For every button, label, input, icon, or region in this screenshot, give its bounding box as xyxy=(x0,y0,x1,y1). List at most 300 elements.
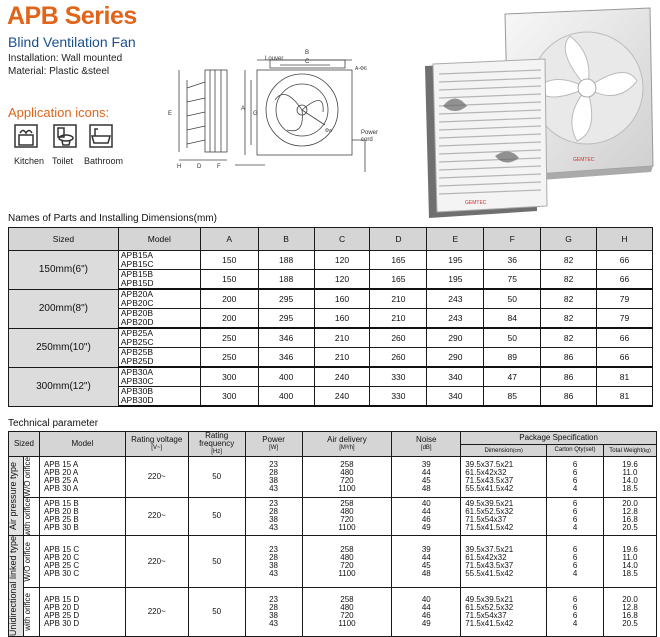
power-value: 43 xyxy=(269,523,279,533)
air-value: 720 xyxy=(340,560,354,570)
noise-value: 48 xyxy=(421,483,431,493)
th-dimension-unit: (cm) xyxy=(512,447,523,454)
qty-value: 6 xyxy=(572,611,578,621)
value-cell: 50 xyxy=(484,289,541,309)
model-name: APB20C xyxy=(120,298,154,308)
application-icons-title: Application icons: xyxy=(8,105,110,120)
th-weight-text: Total Weight xyxy=(609,447,643,454)
size-cell: 150mm(6") xyxy=(9,251,119,290)
subtype-label: W/O orifice xyxy=(22,457,32,497)
power-value: 43 xyxy=(269,619,279,629)
value-cell: 85 xyxy=(484,387,541,407)
weight-value: 20.5 xyxy=(622,523,638,533)
value-cell: 210 xyxy=(314,348,370,368)
air-value: 258 xyxy=(340,499,354,509)
value-cell: 346 xyxy=(258,328,314,348)
voltage-cell: 220~ xyxy=(125,457,188,498)
technical-drawing xyxy=(165,40,390,190)
value-cell: 243 xyxy=(427,309,484,329)
models-cell xyxy=(39,588,125,637)
value-cell: 86 xyxy=(541,348,597,368)
noise-cell xyxy=(392,588,461,637)
kitchen-label: Kitchen xyxy=(14,156,45,166)
model-name: APB15C xyxy=(120,259,154,269)
table-row xyxy=(9,588,657,637)
models-value: APB 20 A xyxy=(43,467,79,477)
weight-cell xyxy=(604,457,657,498)
th-dimension xyxy=(461,444,547,457)
dimensions-table xyxy=(8,227,653,407)
air-value: 258 xyxy=(340,595,354,605)
value-cell: 89 xyxy=(484,348,541,368)
value-cell: 400 xyxy=(258,367,314,387)
value-cell: 82 xyxy=(541,251,597,270)
model-name: APB25A xyxy=(120,328,154,338)
freq-cell: 50 xyxy=(188,588,245,637)
type-cell xyxy=(9,457,24,536)
th-noise-unit: [dB] xyxy=(420,445,432,451)
value-cell: 120 xyxy=(314,270,370,290)
power-value: 28 xyxy=(269,603,279,613)
kitchen-icon xyxy=(14,124,38,148)
qty-value: 4 xyxy=(572,568,578,578)
noise-value: 48 xyxy=(421,568,431,578)
value-cell: 160 xyxy=(314,309,370,329)
t1-header-1: Model xyxy=(118,228,200,251)
th-frequency-unit: [Hz] xyxy=(211,449,222,455)
dims-value: 71.5x41.5x42 xyxy=(465,523,514,533)
model-name: APB20B xyxy=(120,308,154,318)
dims-cell xyxy=(461,497,547,536)
noise-value: 49 xyxy=(421,523,431,533)
dims-cell xyxy=(461,457,547,498)
dims-value: 71.5x54x37 xyxy=(465,611,507,621)
value-cell: 400 xyxy=(258,387,314,407)
power-value: 43 xyxy=(269,568,279,578)
product-subtitle: Blind Ventilation Fan xyxy=(8,34,136,50)
power-value: 28 xyxy=(269,552,279,562)
power-cell xyxy=(245,457,302,498)
power-value: 38 xyxy=(269,515,279,525)
th-voltage xyxy=(125,432,188,457)
noise-cell xyxy=(392,457,461,498)
qty-value: 6 xyxy=(572,459,578,469)
dim-c: C xyxy=(305,59,310,65)
power-value: 28 xyxy=(269,507,279,517)
weight-value: 11.0 xyxy=(622,552,638,562)
noise-value: 40 xyxy=(421,499,431,509)
air-value: 720 xyxy=(340,515,354,525)
value-cell: 120 xyxy=(314,251,370,270)
value-cell: 340 xyxy=(427,367,484,387)
dims-value: 55.5x41.5x42 xyxy=(465,483,514,493)
table-row xyxy=(9,497,657,536)
models-value: APB 25 A xyxy=(43,475,79,485)
dim-a: A xyxy=(241,106,246,112)
model-name: APB30C xyxy=(120,376,154,386)
weight-value: 19.6 xyxy=(622,544,638,554)
models-cell xyxy=(39,497,125,536)
table-row xyxy=(9,457,657,498)
air-value: 1100 xyxy=(338,483,356,493)
t1-header-0: Sized xyxy=(9,228,119,251)
model-name: APB25B xyxy=(120,347,154,357)
value-cell: 210 xyxy=(370,289,427,309)
brand-logo-back: GEMTEC xyxy=(573,157,595,163)
model-cell xyxy=(118,309,200,329)
models-value: APB 30 D xyxy=(43,619,80,629)
value-cell: 300 xyxy=(200,367,258,387)
value-cell: 340 xyxy=(427,387,484,407)
value-cell: 150 xyxy=(200,251,258,270)
model-cell xyxy=(118,270,200,290)
power-value: 38 xyxy=(269,611,279,621)
power-value: 28 xyxy=(269,467,279,477)
value-cell: 66 xyxy=(597,251,653,270)
subtype-label: W/O orifice xyxy=(22,541,32,582)
air-value: 1100 xyxy=(338,568,356,578)
weight-value: 12.8 xyxy=(622,603,638,613)
model-cell xyxy=(118,289,200,309)
model-cell xyxy=(118,387,200,407)
weight-value: 20.5 xyxy=(622,619,638,629)
table2-caption: Technical parameter xyxy=(8,418,99,429)
dim-e: E xyxy=(168,111,173,117)
noise-value: 49 xyxy=(421,619,431,629)
power-cell xyxy=(245,536,302,588)
noise-value: 44 xyxy=(421,467,431,477)
qty-value: 6 xyxy=(572,467,578,477)
louver-label: Louver xyxy=(265,56,284,62)
dims-value: 61.5x52.5x32 xyxy=(465,603,514,613)
models-cell xyxy=(39,536,125,588)
air-value: 1100 xyxy=(338,619,356,629)
t1-header-3: B xyxy=(258,228,314,251)
value-cell: 260 xyxy=(370,328,427,348)
air-value: 720 xyxy=(340,611,354,621)
value-cell: 36 xyxy=(484,251,541,270)
model-cell xyxy=(118,348,200,368)
th-frequency-text: Rating frequency xyxy=(199,431,235,448)
qty-value: 6 xyxy=(572,507,578,517)
noise-value: 44 xyxy=(421,603,431,613)
models-cell xyxy=(39,457,125,498)
th-air-unit: [M³/h] xyxy=(339,445,355,451)
weight-value: 12.8 xyxy=(622,507,638,517)
t1-header-7: F xyxy=(484,228,541,251)
dim-d: D xyxy=(197,164,202,170)
air-cell xyxy=(302,588,392,637)
air-value: 1100 xyxy=(338,523,356,533)
value-cell: 165 xyxy=(370,270,427,290)
value-cell: 346 xyxy=(258,348,314,368)
subtype-cell xyxy=(23,536,39,588)
weight-value: 20.0 xyxy=(622,499,638,509)
weight-cell xyxy=(604,536,657,588)
air-cell xyxy=(302,457,392,498)
freq-cell: 50 xyxy=(188,536,245,588)
qty-value: 6 xyxy=(572,544,578,554)
model-name: APB20A xyxy=(120,289,154,299)
models-value: APB 25 C xyxy=(43,560,80,570)
size-cell: 250mm(10") xyxy=(9,328,119,367)
qty-value: 6 xyxy=(572,603,578,613)
model-name: APB25D xyxy=(120,356,154,366)
power-value: 38 xyxy=(269,560,279,570)
th-sized: Sized xyxy=(9,432,40,457)
dims-value: 61.5x42x32 xyxy=(465,467,507,477)
qty-value: 6 xyxy=(572,499,578,509)
value-cell: 210 xyxy=(370,309,427,329)
value-cell: 188 xyxy=(258,251,314,270)
weight-value: 16.8 xyxy=(622,515,638,525)
dims-value: 71.5x43.5x37 xyxy=(465,560,514,570)
dims-value: 71.5x43.5x37 xyxy=(465,475,514,485)
weight-value: 20.0 xyxy=(622,595,638,605)
value-cell: 330 xyxy=(370,367,427,387)
value-cell: 188 xyxy=(258,270,314,290)
dim-h: H xyxy=(177,164,182,170)
weight-value: 14.0 xyxy=(622,560,638,570)
noise-value: 45 xyxy=(421,475,431,485)
value-cell: 290 xyxy=(427,348,484,368)
value-cell: 79 xyxy=(597,289,653,309)
value-cell: 47 xyxy=(484,367,541,387)
noise-value: 39 xyxy=(421,544,431,554)
value-cell: 75 xyxy=(484,270,541,290)
models-value: APB 20 C xyxy=(43,552,80,562)
value-cell: 195 xyxy=(427,251,484,270)
value-cell: 300 xyxy=(200,387,258,407)
value-cell: 250 xyxy=(200,348,258,368)
technical-parameter-table xyxy=(8,431,657,637)
qty-value: 6 xyxy=(572,595,578,605)
air-cell xyxy=(302,536,392,588)
noise-value: 45 xyxy=(421,560,431,570)
table-row xyxy=(9,251,653,270)
value-cell: 84 xyxy=(484,309,541,329)
value-cell: 240 xyxy=(314,367,370,387)
bathroom-label: Bathroom xyxy=(84,156,124,166)
dims-value: 39.5x37.5x21 xyxy=(465,544,514,554)
noise-value: 46 xyxy=(421,515,431,525)
model-name: APB15D xyxy=(120,278,154,288)
weight-cell xyxy=(604,497,657,536)
model-name: APB20D xyxy=(120,317,154,327)
noise-value: 39 xyxy=(421,459,431,469)
model-cell xyxy=(118,251,200,270)
type-label: Unidirectional linked type xyxy=(8,536,18,637)
subtype-label: with orifice xyxy=(22,593,32,632)
brand-logo-front: GEMTEC xyxy=(465,200,487,206)
value-cell: 82 xyxy=(541,328,597,348)
value-cell: 240 xyxy=(314,387,370,407)
noise-cell xyxy=(392,497,461,536)
air-value: 258 xyxy=(340,459,354,469)
model-cell xyxy=(118,367,200,387)
value-cell: 150 xyxy=(200,270,258,290)
value-cell: 50 xyxy=(484,328,541,348)
model-name: APB15B xyxy=(120,269,154,279)
th-weight-unit: (kg) xyxy=(642,447,651,454)
noise-value: 44 xyxy=(421,552,431,562)
value-cell: 290 xyxy=(427,328,484,348)
qty-cell xyxy=(547,497,604,536)
dims-value: 61.5x42x32 xyxy=(465,552,507,562)
noise-value: 46 xyxy=(421,611,431,621)
product-image xyxy=(405,6,657,218)
th-weight xyxy=(604,444,657,457)
toilet-label: Toilet xyxy=(52,156,74,166)
t1-header-2: A xyxy=(200,228,258,251)
cord-label: cord xyxy=(361,137,373,143)
voltage-cell: 220~ xyxy=(125,536,188,588)
table1-caption: Names of Parts and Installing Dimensions(mm) xyxy=(8,213,217,224)
th-carton: Carton Qty(set) xyxy=(547,444,604,457)
dim-phi-a: Φa xyxy=(325,128,332,134)
subtype-cell xyxy=(23,588,39,637)
value-cell: 66 xyxy=(597,328,653,348)
subtype-cell xyxy=(23,497,39,536)
value-cell: 82 xyxy=(541,289,597,309)
value-cell: 195 xyxy=(427,270,484,290)
air-cell xyxy=(302,497,392,536)
table-row xyxy=(9,328,653,348)
value-cell: 81 xyxy=(597,367,653,387)
power-cell xyxy=(245,588,302,637)
power-value: 23 xyxy=(269,595,279,605)
value-cell: 243 xyxy=(427,289,484,309)
qty-value: 4 xyxy=(572,619,578,629)
weight-value: 18.5 xyxy=(622,483,638,493)
models-value: APB 25 B xyxy=(43,515,79,525)
th-frequency xyxy=(188,432,245,457)
models-value: APB 15 D xyxy=(43,595,80,605)
models-value: APB 30 C xyxy=(43,568,80,578)
t1-header-4: C xyxy=(314,228,370,251)
dims-cell xyxy=(461,536,547,588)
value-cell: 86 xyxy=(541,387,597,407)
value-cell: 160 xyxy=(314,289,370,309)
size-cell: 300mm(12") xyxy=(9,367,119,406)
qty-cell xyxy=(547,457,604,498)
value-cell: 295 xyxy=(258,309,314,329)
weight-value: 14.0 xyxy=(622,475,638,485)
air-value: 258 xyxy=(340,544,354,554)
th-power-text: Power xyxy=(262,435,285,444)
toilet-icon xyxy=(53,124,77,148)
freq-cell: 50 xyxy=(188,457,245,498)
model-name: APB15A xyxy=(120,250,154,260)
value-cell: 86 xyxy=(541,367,597,387)
dims-value: 71.5x54x37 xyxy=(465,515,507,525)
value-cell: 200 xyxy=(200,289,258,309)
table-row xyxy=(9,536,657,588)
value-cell: 82 xyxy=(541,270,597,290)
th-voltage-text: Rating voltage xyxy=(131,435,183,444)
weight-cell xyxy=(604,588,657,637)
th-dimension-text: Dimension xyxy=(484,447,513,454)
qty-value: 4 xyxy=(572,523,578,533)
qty-value: 6 xyxy=(572,560,578,570)
dims-cell xyxy=(461,588,547,637)
th-model: Model xyxy=(39,432,125,457)
weight-value: 16.8 xyxy=(622,611,638,621)
models-value: APB 20 D xyxy=(43,603,80,613)
model-name: APB25C xyxy=(120,337,154,347)
subtype-label: with orifice xyxy=(22,497,32,536)
th-air-text: Air delivery xyxy=(327,435,367,444)
noise-value: 40 xyxy=(421,595,431,605)
dims-value: 61.5x52.5x32 xyxy=(465,507,514,517)
models-value: APB 30 B xyxy=(43,523,79,533)
th-package: Package Specification xyxy=(461,432,657,445)
table-row xyxy=(9,367,653,387)
qty-cell xyxy=(547,536,604,588)
models-value: APB 25 D xyxy=(43,611,80,621)
material-text: Material: Plastic &steel xyxy=(8,66,110,77)
weight-value: 18.5 xyxy=(622,568,638,578)
models-value: APB 20 B xyxy=(43,507,79,517)
power-value: 23 xyxy=(269,544,279,554)
voltage-cell: 220~ xyxy=(125,588,188,637)
weight-value: 11.0 xyxy=(622,467,638,477)
value-cell: 66 xyxy=(597,270,653,290)
th-noise xyxy=(392,432,461,457)
th-power-unit: [W] xyxy=(269,445,279,451)
dim-b: B xyxy=(305,50,310,56)
qty-value: 4 xyxy=(572,483,578,493)
air-value: 480 xyxy=(340,603,354,613)
model-name: APB30B xyxy=(120,386,154,396)
power-cell xyxy=(245,497,302,536)
air-value: 480 xyxy=(340,507,354,517)
qty-value: 6 xyxy=(572,475,578,485)
model-cell xyxy=(118,328,200,348)
value-cell: 260 xyxy=(370,348,427,368)
models-value: APB 15 A xyxy=(43,459,79,469)
value-cell: 295 xyxy=(258,289,314,309)
dims-value: 39.5x37.5x21 xyxy=(465,459,514,469)
type-label: Air pressure type xyxy=(8,462,18,531)
dims-value: 49.5x39.5x21 xyxy=(465,595,514,605)
dims-value: 71.5x41.5x42 xyxy=(465,619,514,629)
power-value: 43 xyxy=(269,483,279,493)
t1-header-5: D xyxy=(370,228,427,251)
noise-value: 44 xyxy=(421,507,431,517)
dim-a-phi6: A-Φ6 xyxy=(355,66,367,72)
value-cell: 250 xyxy=(200,328,258,348)
page-title: APB Series xyxy=(7,2,137,30)
value-cell: 81 xyxy=(597,387,653,407)
dim-f: F xyxy=(217,164,221,170)
qty-value: 6 xyxy=(572,552,578,562)
models-value: APB 15 C xyxy=(43,544,80,554)
noise-cell xyxy=(392,536,461,588)
value-cell: 330 xyxy=(370,387,427,407)
dims-value: 55.5x41.5x42 xyxy=(465,568,514,578)
dim-g: G xyxy=(253,111,258,117)
th-noise-text: Noise xyxy=(416,435,437,444)
qty-value: 6 xyxy=(572,515,578,525)
subtype-cell xyxy=(23,457,39,498)
air-value: 480 xyxy=(340,552,354,562)
dims-value: 49.5x39.5x21 xyxy=(465,499,514,509)
t1-header-6: E xyxy=(427,228,484,251)
power-value: 23 xyxy=(269,499,279,509)
value-cell: 79 xyxy=(597,309,653,329)
th-air xyxy=(302,432,392,457)
